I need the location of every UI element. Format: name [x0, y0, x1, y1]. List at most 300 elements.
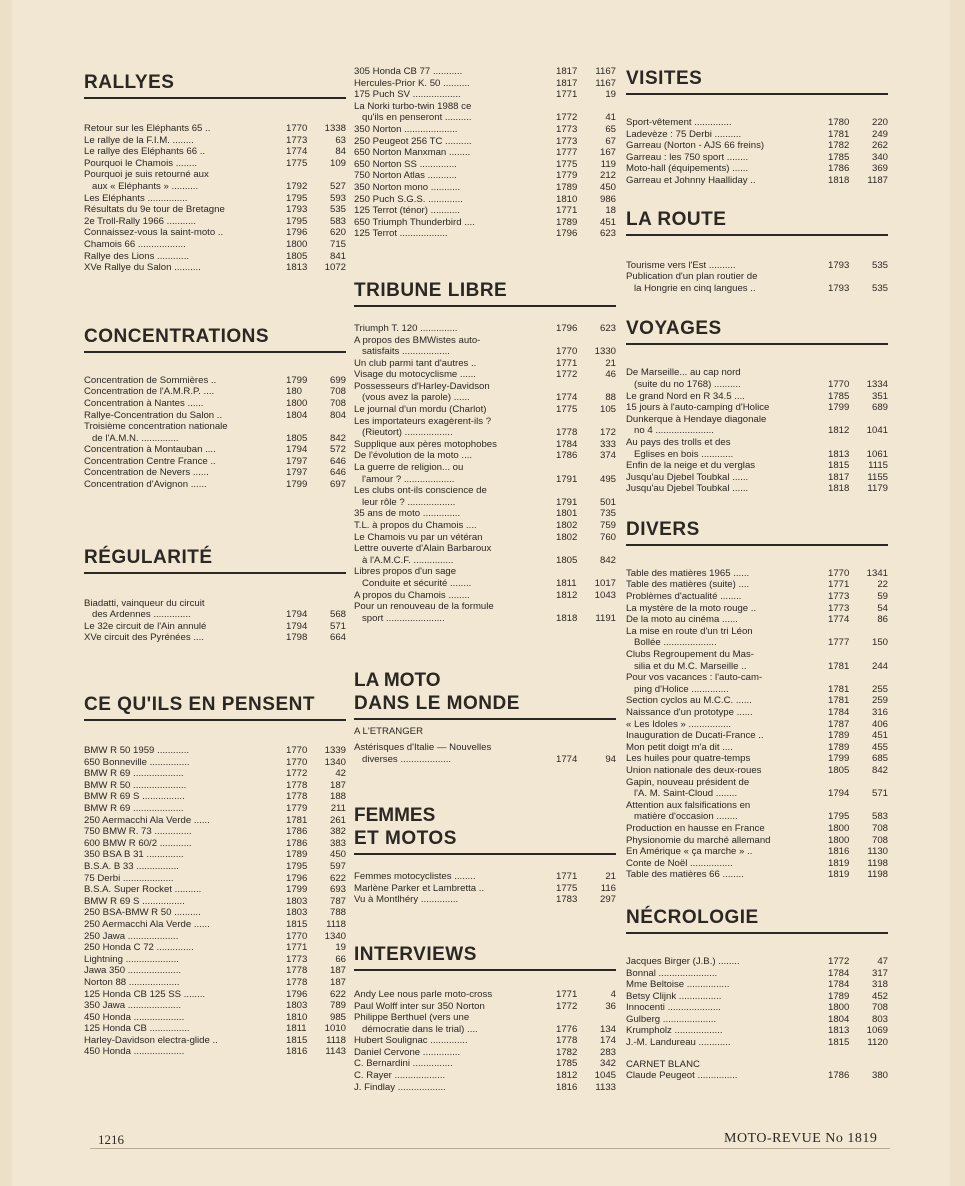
entry-title: 125 Terrot (ténor) ........... [354, 205, 460, 217]
entry-issue: 1817 [556, 77, 578, 89]
entry-title: 450 Honda ................... [84, 1011, 185, 1023]
entry-issue: 1795 [286, 215, 308, 227]
index-entry [626, 1025, 888, 1037]
entry-issue: 1773 [286, 134, 308, 146]
entry-page: 1130 [867, 846, 888, 858]
index-entry [626, 695, 888, 707]
entry-issue: 1812 [556, 589, 578, 601]
index-entry [84, 1046, 346, 1058]
index-entry [354, 1012, 616, 1024]
entry-title: 350 BSA B 31 .............. [84, 849, 184, 861]
section-title: CE QU'ILS EN PENSENT [84, 694, 346, 721]
index-entry [626, 753, 888, 765]
entry-title: Moto-hall (équipements) ...... [626, 163, 749, 175]
entry-title: Hercules-Prior K. 50 .......... [354, 77, 470, 89]
index-entry [84, 780, 346, 792]
entry-title: Garreau et Johnny Haalliday .. [626, 174, 756, 186]
entry-page: 501 [599, 496, 616, 508]
entry-title: A propos des BMWistes auto- [354, 334, 481, 346]
entry-title: XVe Rallye du Salon .......... [84, 262, 201, 274]
entry-issue: 1793 [286, 204, 308, 216]
entry-title: Concentration de Nevers ...... [84, 467, 209, 479]
entry-page: 1041 [866, 425, 888, 437]
entry-issue: 1771 [556, 357, 578, 369]
entry-page: 646 [329, 455, 346, 467]
entry-title: Philippe Berthuel (vers une [354, 1012, 470, 1024]
entry-issue: 1804 [828, 1013, 850, 1025]
entry-page: 715 [329, 238, 346, 250]
entry-page: 1069 [866, 1025, 888, 1037]
entry-title: B.S.A. B 33 ................ [84, 860, 179, 872]
index-entry [84, 745, 346, 757]
subsection-title: A L'ETRANGER [354, 726, 424, 738]
entry-title: 250 Jawa ................... [84, 930, 179, 942]
entry-issue: 1781 [828, 660, 850, 672]
entry-issue: 1811 [286, 1023, 307, 1035]
entry-page: 167 [599, 147, 616, 159]
entry-issue: 1772 [556, 112, 578, 124]
entry-issue: 1819 [828, 857, 850, 869]
entry-issue: 1772 [286, 768, 308, 780]
entry-page: 1340 [324, 756, 346, 768]
entry-title: De l'évolution de la moto .... [354, 450, 473, 462]
entry-issue: 1773 [828, 591, 850, 603]
entry-title: Sport-vêtement .............. [626, 117, 732, 128]
entry-page [590, 335, 616, 347]
entry-title: diverses ................... [354, 753, 452, 765]
entry-page [590, 416, 616, 428]
index-entry [626, 956, 888, 968]
entry-page: 841 [329, 250, 346, 262]
section-title-line2: ET MOTOS [354, 828, 616, 855]
entry-issue: 1789 [556, 216, 578, 228]
index-entry [84, 1012, 346, 1024]
entry-page: 66 [335, 953, 346, 965]
entry-page: 84 [335, 146, 346, 158]
index-entry [626, 152, 888, 164]
entry-title: à l'A.M.C.F. ............... [354, 554, 454, 566]
entry-title: Concentration de Sommières .. [84, 374, 217, 386]
entry-title: Jawa 350 .................... [84, 965, 182, 977]
index-entry [84, 479, 346, 491]
entry-page: 708 [329, 386, 346, 398]
index-entry [354, 462, 616, 474]
entry-issue: 1815 [828, 1037, 850, 1049]
entry-page: 220 [871, 117, 888, 128]
entry-issue: 1810 [286, 1011, 308, 1023]
index-entry [626, 614, 888, 626]
entry-title: aux « Eléphants » .......... [84, 180, 199, 192]
index-entry [626, 367, 888, 379]
entry-issue: 1781 [828, 695, 850, 707]
entry-title: Publication d'un plan routier de [626, 271, 758, 283]
index-entry [626, 117, 888, 129]
index-entry [354, 89, 616, 101]
entry-page [590, 601, 616, 613]
entry-issue: 1786 [828, 1070, 850, 1082]
entry-page: 21 [605, 357, 616, 369]
section-title: LA ROUTE [626, 209, 888, 236]
entry-page: 383 [329, 837, 346, 849]
index-entry [84, 169, 346, 181]
index-entry [354, 170, 616, 182]
entry-title: 350 Jawa .................... [84, 1000, 182, 1012]
section-title: RALLYES [84, 72, 346, 99]
index-entry [84, 146, 346, 158]
entry-page: 1340 [324, 930, 346, 942]
entry-issue [828, 271, 862, 283]
index-entry [626, 846, 888, 858]
entry-page: 187 [329, 779, 346, 791]
entry-page: 693 [329, 884, 346, 896]
entry-issue: 1799 [828, 402, 850, 414]
entry-title: Chamois 66 .................. [84, 238, 186, 250]
entry-title: Table des matières 66 ........ [626, 869, 744, 881]
index-entry [354, 112, 616, 124]
entry-page: 105 [599, 404, 616, 416]
index-entry [84, 632, 346, 644]
entry-title: Paul Wolff inter sur 350 Norton [354, 1000, 485, 1012]
index-entry [354, 613, 616, 625]
entry-title: 750 Norton Atlas ........... [354, 170, 457, 182]
index-entry [626, 1070, 888, 1082]
entry-title: Le rallye de la F.I.M. ........ [84, 134, 194, 146]
entry-page: 1338 [324, 123, 346, 134]
section-femmes [354, 803, 616, 906]
entry-issue: 1795 [286, 192, 308, 204]
index-entry [626, 742, 888, 754]
entry-issue: 1786 [286, 837, 308, 849]
entry-issue [828, 672, 862, 684]
index-entry [354, 66, 616, 78]
entry-issue: 1770 [286, 745, 308, 757]
index-entry [626, 449, 888, 461]
entry-page: 262 [871, 140, 888, 152]
entry-issue: 1800 [286, 238, 308, 250]
entry-title: « Les Idoles » ................ [626, 718, 732, 730]
entry-title: Production en hausse en France [626, 822, 765, 834]
entry-page: 19 [335, 942, 346, 954]
entry-page: 59 [877, 591, 888, 603]
page-number: 1216 [98, 1132, 124, 1147]
entry-title: De la moto au cinéma ...... [626, 614, 738, 626]
index-entry [354, 228, 616, 240]
entry-page: 571 [871, 788, 888, 800]
entry-issue: 1815 [286, 918, 308, 930]
entry-issue: 1799 [286, 374, 308, 386]
entry-issue: 1774 [556, 753, 578, 765]
entry-issue: 1812 [828, 425, 850, 437]
entry-issue: 1770 [828, 378, 850, 390]
entry-title: Garreau (Norton - AJS 66 freins) [626, 140, 765, 152]
entry-title: Les Eléphants ............... [84, 192, 188, 204]
entry-title: 175 Puch SV .................. [354, 89, 461, 101]
entry-page [862, 672, 888, 684]
entry-issue: 1799 [286, 479, 308, 491]
entry-title: 305 Honda CB 77 ........... [354, 66, 463, 77]
entry-title: BMW R 69 ................... [84, 768, 184, 780]
index-entry [84, 849, 346, 861]
entry-page [862, 437, 888, 449]
section-pensent [84, 694, 346, 1058]
index-entry [626, 460, 888, 472]
entry-issue: 1783 [556, 894, 578, 906]
entry-issue: 1803 [286, 907, 308, 919]
entry-page: 297 [599, 894, 616, 906]
entry-issue: 1795 [828, 811, 850, 823]
entry-issue: 1775 [556, 158, 578, 170]
index-entry [84, 861, 346, 873]
entry-page [862, 271, 888, 283]
entry-issue: 1770 [556, 346, 578, 358]
index-entry [354, 205, 616, 217]
entry-title: Pourquoi le Chamois ........ [84, 157, 198, 169]
entry-title: Retour sur les Eléphants 65 .. [84, 123, 211, 134]
entry-page: 1341 [866, 567, 888, 579]
entry-issue: 1815 [286, 1034, 308, 1046]
section-concentrations [84, 326, 346, 491]
entry-page [862, 626, 888, 638]
entries [354, 742, 616, 765]
entry-page: 842 [871, 764, 888, 776]
entry-title: Possesseurs d'Harley-Davidson [354, 380, 490, 392]
entry-page: 697 [329, 479, 346, 491]
entry-title: Garreau : les 750 sport ........ [626, 151, 749, 163]
section-title: NÉCROLOGIE [626, 907, 888, 934]
entry-page: 211 [330, 803, 346, 814]
entry-page: 452 [871, 990, 888, 1002]
section-monde [354, 668, 616, 765]
entry-page: 261 [329, 814, 346, 826]
entry-page: 623 [599, 228, 616, 240]
entry-title: XVe circuit des Pyrénées .... [84, 632, 204, 644]
entries [626, 117, 888, 187]
index-entry [84, 262, 346, 274]
entry-issue: 1776 [556, 1023, 578, 1035]
entry-title: Jacques Birger (J.B.) ........ [626, 955, 740, 967]
entry-page: 450 [329, 849, 346, 861]
entries [354, 66, 616, 240]
entry-issue: 1778 [556, 427, 578, 439]
index-entry [84, 193, 346, 205]
index-entry [84, 1023, 346, 1035]
entry-page: 593 [329, 192, 346, 204]
entry-page: 623 [599, 322, 616, 334]
section-title: RÉGULARITÉ [84, 547, 346, 574]
entries [354, 989, 616, 1093]
entry-title: matière d'occasion ........ [626, 811, 738, 823]
entry-page: 406 [871, 718, 888, 730]
entry-title: Innocenti .................... [626, 1002, 721, 1014]
entry-title: Troisième concentration nationale [84, 421, 228, 433]
entry-issue: 1812 [556, 1070, 578, 1082]
entries [626, 1070, 888, 1082]
entry-issue [556, 742, 590, 754]
entry-page: 760 [599, 531, 616, 543]
entry-page: 787 [329, 895, 346, 907]
entry-issue [556, 416, 590, 428]
entry-issue: 1775 [556, 404, 578, 416]
index-entry [354, 1082, 616, 1094]
index-entry [354, 404, 616, 416]
index-entry [354, 601, 616, 613]
entries [626, 260, 888, 295]
entry-page: 187 [329, 965, 346, 977]
entry-title: T.L. à propos du Chamois .... [354, 520, 477, 531]
entry-page: 1115 [868, 460, 888, 472]
section-necrologie [626, 907, 888, 1082]
entry-issue: 1818 [556, 612, 578, 624]
entry-title: 15 jours à l'auto-camping d'Holice [626, 402, 770, 414]
entry-issue: 1797 [286, 467, 308, 479]
entry-issue: 1794 [286, 609, 308, 621]
entry-title: Lettre ouverte d'Alain Barbaroux [354, 543, 492, 555]
entry-page: 708 [871, 1002, 888, 1014]
entry-title: Connaissez-vous la saint-moto .. [84, 227, 224, 239]
entry-issue: 1793 [828, 259, 850, 271]
entry-issue: 1772 [556, 369, 578, 381]
section-voyages [626, 318, 888, 495]
entry-title: Betsy Clijnk ................ [626, 990, 722, 1002]
entry-issue: 1779 [286, 803, 308, 814]
entry-issue: 1817 [828, 471, 850, 483]
entry-issue: 1805 [286, 432, 308, 444]
section-tribune [354, 280, 616, 624]
entry-issue [828, 367, 862, 379]
entry-page: 54 [877, 602, 888, 614]
index-entry [354, 323, 616, 335]
entry-page: 36 [605, 1000, 616, 1012]
entry-title: Ladevèze : 75 Derbi .......... [626, 128, 742, 140]
index-entry [354, 416, 616, 428]
entry-issue: 1813 [828, 1025, 850, 1037]
section-rallyes [84, 72, 346, 274]
entry-issue: 1811 [556, 577, 577, 589]
index-entry [354, 101, 616, 113]
entry-issue [556, 601, 590, 613]
index-entry [84, 954, 346, 966]
entry-issue: 1799 [286, 884, 308, 896]
entry-issue: 1795 [286, 860, 308, 872]
entry-issue: 1789 [828, 990, 850, 1002]
entry-page [862, 367, 888, 379]
index-entry [84, 421, 346, 433]
entry-page: 708 [871, 822, 888, 834]
index-entry [354, 989, 616, 1001]
entry-page: 318 [871, 979, 888, 991]
index-entry [354, 335, 616, 347]
entry-page: 620 [329, 227, 346, 239]
entry-title: Pourquoi je suis retourné aux [84, 169, 209, 181]
entry-page: 664 [329, 632, 346, 644]
index-entry [626, 163, 888, 175]
entry-page: 244 [871, 660, 888, 672]
entry-page: 708 [329, 397, 346, 409]
entry-issue: 1802 [556, 520, 578, 531]
entry-title: Attention aux falsifications en [626, 799, 751, 811]
entry-title: la Hongrie en cinq langues .. [626, 282, 756, 294]
index-entry [354, 520, 616, 532]
entry-title: Rallye-Concentration du Salon .. [84, 409, 223, 421]
entry-issue: 1771 [556, 89, 578, 101]
entry-issue [828, 437, 862, 449]
entries [626, 568, 888, 881]
entry-page: 18 [605, 205, 616, 217]
entry-issue: 1773 [286, 953, 308, 965]
index-entry [354, 485, 616, 497]
entry-page [590, 543, 616, 555]
entry-issue: 1816 [286, 1046, 308, 1058]
entry-issue: 1781 [828, 683, 850, 695]
entry-page: 333 [599, 438, 616, 450]
entry-issue: 1786 [556, 450, 578, 462]
entry-page: 47 [877, 955, 888, 967]
entry-title: Conduite et sécurité ........ [354, 577, 472, 589]
entry-title: de l'A.M.N. .............. [84, 432, 179, 444]
entry-title: Concentration à Montauban .... [84, 444, 216, 456]
entry-title: Tourisme vers l'Est .......... [626, 259, 736, 271]
entry-title: no 4 ...................... [626, 425, 714, 437]
entry-page: 571 [329, 620, 346, 632]
entry-issue: 1805 [828, 764, 850, 776]
entries [626, 367, 888, 495]
entry-issue: 1771 [286, 942, 308, 954]
entry-page: 119 [600, 158, 616, 170]
index-entry [626, 979, 888, 991]
entry-page: 259 [871, 695, 888, 707]
entry-title: BMW R 69 S ................ [84, 895, 185, 907]
entry-page: 789 [329, 1000, 346, 1012]
entry-page: 1120 [867, 1037, 888, 1049]
entry-title: 250 Peugeot 256 TC .......... [354, 135, 472, 147]
entry-title: 75 Derbi ................... [84, 872, 174, 884]
index-entry [626, 379, 888, 391]
entries [626, 956, 888, 1049]
entry-page [590, 742, 616, 754]
index-entry [626, 811, 888, 823]
entry-page: 4 [610, 988, 616, 1000]
index-entry [354, 136, 616, 148]
index-entry [354, 392, 616, 404]
entry-page: 759 [599, 520, 616, 531]
index-entry [84, 609, 346, 621]
index-entry [84, 123, 346, 135]
entry-issue: 1815 [828, 460, 850, 472]
entry-title: 125 Honda CB 125 SS ........ [84, 988, 206, 1000]
entry-page: 212 [599, 170, 616, 182]
entry-page: 451 [599, 216, 616, 228]
index-entry [354, 194, 616, 206]
index-entry [354, 358, 616, 370]
entry-page: 451 [871, 730, 888, 742]
entry-title: Daniel Cervone .............. [354, 1046, 461, 1058]
entry-title: Conte de Noël ................ [626, 857, 733, 869]
entry-title: Les clubs ont-ils conscience de [354, 485, 487, 497]
entry-page: 382 [329, 826, 346, 838]
index-entry [354, 217, 616, 229]
entry-issue [556, 335, 590, 347]
entry-issue: 1784 [556, 438, 578, 450]
entry-issue [828, 414, 862, 426]
entry-page [862, 414, 888, 426]
entry-issue: 1816 [556, 1081, 578, 1093]
entry-title: Eglises en bois ............ [626, 448, 734, 460]
section-title: VISITES [626, 68, 888, 95]
entry-page: 94 [605, 753, 616, 765]
section-regularite [84, 547, 346, 644]
entry-issue: 1775 [556, 882, 578, 894]
index-entry [354, 1058, 616, 1070]
